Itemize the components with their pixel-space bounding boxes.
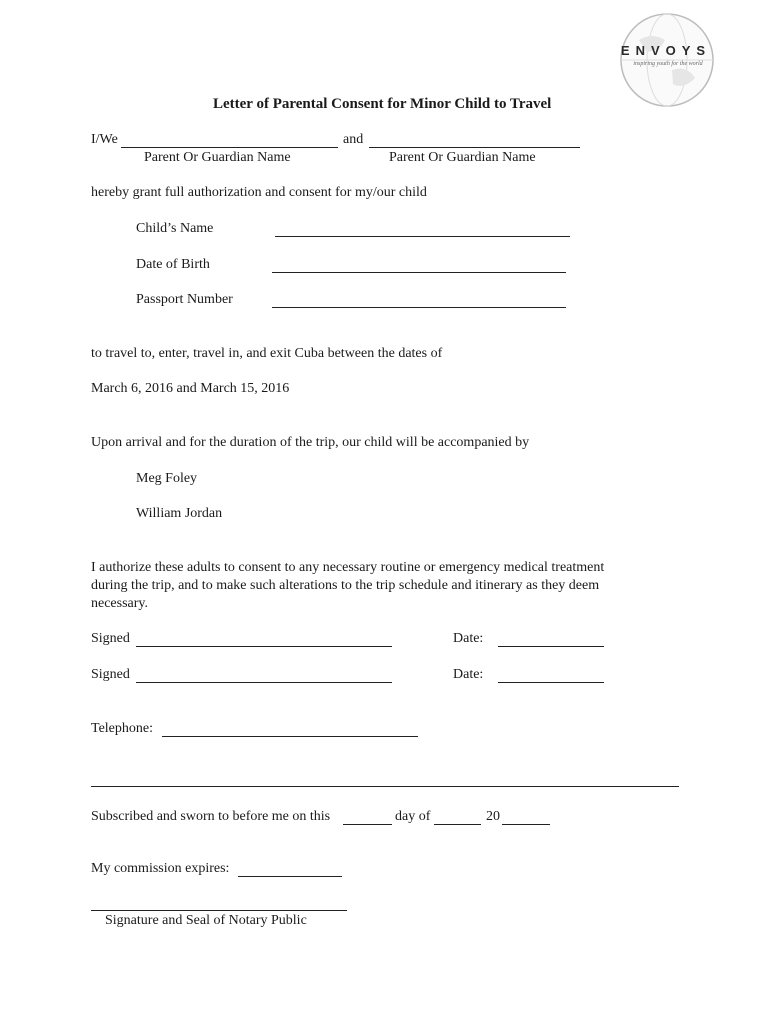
year-prefix: 20 (486, 809, 500, 824)
telephone-label: Telephone: (91, 721, 153, 736)
notary-signature-field[interactable] (91, 910, 347, 911)
guardian-label-1: Parent Or Guardian Name (144, 150, 291, 165)
guardian-name-1-field[interactable] (121, 147, 338, 148)
page-title: Letter of Parental Consent for Minor Child to Travel (213, 96, 552, 112)
notary-day-field[interactable] (343, 824, 392, 825)
logo-tagline: inspiring youth for the world (633, 61, 703, 67)
child-name-label: Child’s Name (136, 221, 214, 236)
date-field-2[interactable] (498, 682, 604, 683)
authorize-line-2: during the trip, and to make such alterations to the trip schedule and itinerary as they deem (91, 578, 600, 593)
commission-label: My commission expires: (91, 861, 230, 876)
guardian-label-2: Parent Or Guardian Name (389, 150, 536, 165)
date-label-1: Date: (453, 631, 484, 646)
guardian-name-2-field[interactable] (369, 147, 580, 148)
subscribed-text: Subscribed and sworn to before me on this (91, 809, 331, 824)
chaperone-2: William Jordan (136, 506, 223, 521)
signed-label-2: Signed (91, 667, 130, 682)
notary-year-field[interactable] (502, 824, 550, 825)
passport-field[interactable] (272, 307, 566, 308)
notary-month-field[interactable] (434, 824, 481, 825)
logo-wordmark: ENVOYS (620, 43, 712, 58)
date-label-2: Date: (453, 667, 484, 682)
travel-dates: March 6, 2016 and March 15, 2016 (91, 381, 290, 396)
intro-prefix: I/We (91, 132, 118, 147)
chaperone-1: Meg Foley (136, 471, 198, 486)
travel-text: to travel to, enter, travel in, and exit Cuba between the dates of (91, 346, 443, 361)
authorize-line-1: I authorize these adults to consent to any necessary routine or emergency medical treatment (91, 560, 605, 575)
passport-label: Passport Number (136, 292, 233, 307)
date-field-1[interactable] (498, 646, 604, 647)
dob-field[interactable] (272, 272, 566, 273)
section-divider (91, 786, 679, 787)
commission-field[interactable] (238, 876, 342, 877)
signature-field-1[interactable] (136, 646, 392, 647)
dob-label: Date of Birth (136, 257, 210, 272)
grant-text: hereby grant full authorization and consent for my/our child (91, 185, 427, 200)
telephone-field[interactable] (162, 736, 418, 737)
authorize-line-3: necessary. (91, 596, 149, 611)
intro-and: and (343, 132, 364, 147)
envoys-logo-globe (617, 10, 717, 110)
signed-label-1: Signed (91, 631, 130, 646)
day-of-label: day of (395, 809, 431, 824)
child-name-field[interactable] (275, 236, 570, 237)
signature-field-2[interactable] (136, 682, 392, 683)
accompany-text: Upon arrival and for the duration of the trip, our child will be accompanied by (91, 435, 530, 450)
notary-signature-label: Signature and Seal of Notary Public (105, 913, 307, 928)
